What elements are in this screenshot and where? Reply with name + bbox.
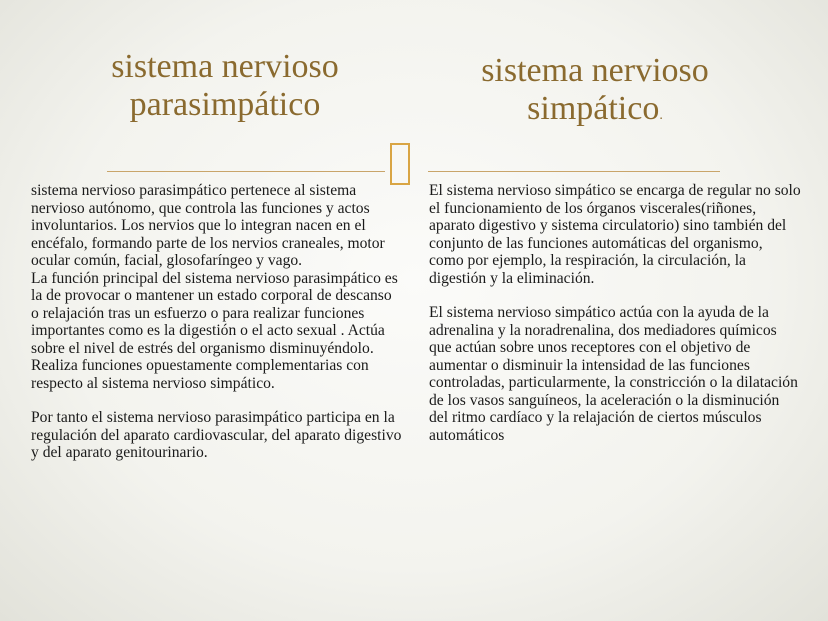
- right-column-title: [430, 52, 760, 135]
- left-title-divider: [107, 171, 385, 172]
- left-title-line2: parasimpático: [129, 86, 321, 123]
- right-title-divider: [428, 171, 720, 172]
- paragraph-spacer: [429, 287, 801, 304]
- right-paragraph-1: El sistema nervioso simpático se encarga de regular no solo el funcionamiento de los órganos viscerales(riñones, aparato digestivo y sistema circulatorio) sino también del conjunto de las funciones automáticas del organismo, como por ejemplo, la respiración, la circulación, la digestión y la eliminación.: [429, 182, 801, 287]
- paragraph-spacer: [31, 392, 403, 409]
- right-title-line1: sistema nervioso: [481, 52, 709, 89]
- right-paragraph-2: El sistema nervioso simpático actúa con la ayuda de la adrenalina y la noradrenalina, dos mediadores químicos que actúan sobre unos receptores con el objetivo de aumentar o disminuir la intensidad de las funciones controladas, particularmente, la constricción o la dilatación de los vasos sanguíneos, la aceleración o la disminución del ritmo cardíaco y la relajación de ciertos músculos automáticos: [429, 304, 798, 444]
- missing-glyph-box-icon: [390, 143, 410, 185]
- right-column-body: [429, 182, 801, 444]
- right-title-suffix: .: [659, 108, 663, 123]
- left-paragraph-2: La función principal del sistema nervioso parasimpático es la de provocar o mantener un estado corporal de descanso o relajación tras un esfuerzo o para realizar funciones importantes como es la digestión o el acto sexual . Actúa sobre el nivel de estrés del organismo disminuyéndolo. Realiza funciones opuestamente complementarias con respecto al sistema nervioso simpático.: [31, 269, 398, 392]
- left-column-title: [60, 48, 390, 124]
- left-column-body: [31, 182, 403, 462]
- left-paragraph-3: Por tanto el sistema nervioso parasimpático participa en la regulación del aparato cardiovascular, del aparato digestivo y del aparato genitourinario.: [31, 409, 402, 461]
- left-paragraph-1: sistema nervioso parasimpático pertenece al sistema nervioso autónomo, que controla las funciones y actos involuntarios. Los nervios que lo integran nacen en el encéfalo, formando parte de los nervios craneales, motor ocular común, facial, glosofaríngeo y vago.: [31, 182, 385, 269]
- right-title-line2: simpático: [527, 90, 660, 127]
- left-title-line1: sistema nervioso: [111, 48, 339, 85]
